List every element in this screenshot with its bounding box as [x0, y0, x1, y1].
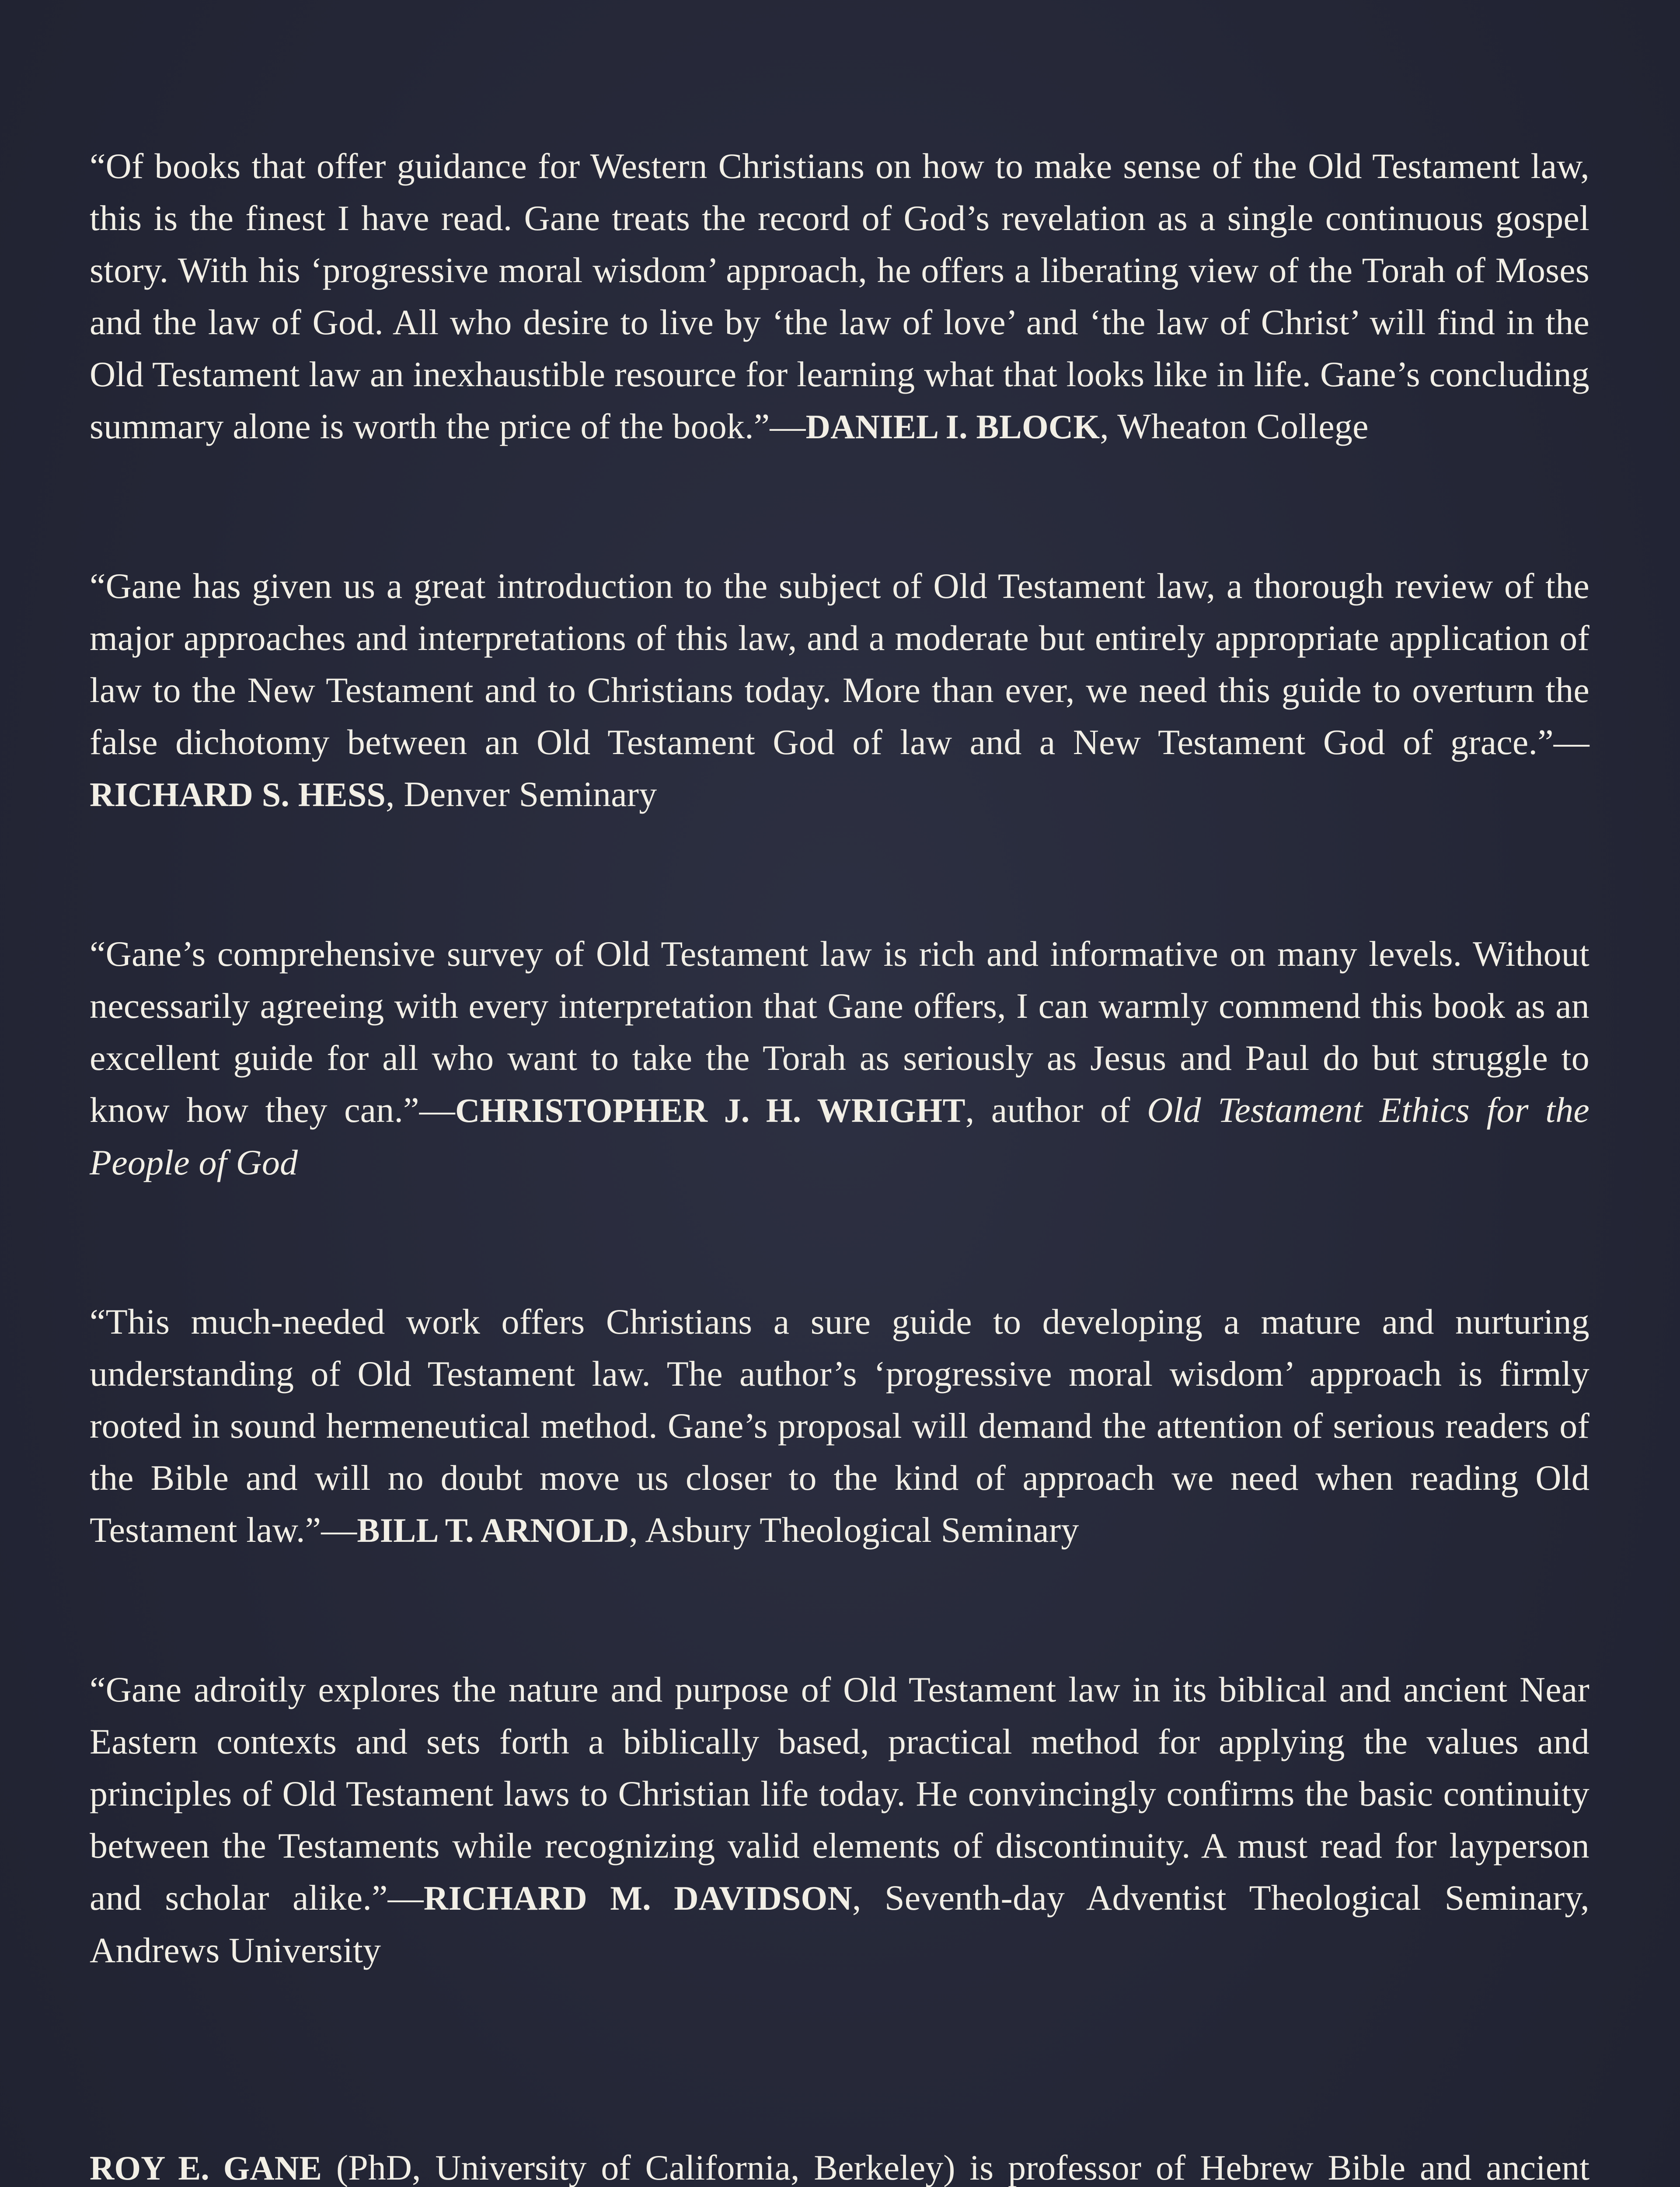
endorser-name: CHRISTOPHER J. H. WRIGHT: [455, 1091, 965, 1129]
endorser-work-title: Old Testament Ethics for the People of God: [90, 1090, 1589, 1182]
endorser-name: BILL T. ARNOLD: [357, 1511, 629, 1549]
author-bio: [90, 2142, 1589, 2187]
endorser-name: RICHARD M. DAVIDSON: [423, 1879, 852, 1917]
blurb-quote: “Gane adroitly explores the nature and purpose of Old Testament law in its biblical and ancient Near Eastern contexts and sets forth a biblically based, practical method for applying the values and principles of Old Testament laws to Christian life today. He convincingly confirms the basic continuity between the Testaments while recognizing valid elements of discontinuity. A must read for layperson and scholar alike.”—: [90, 1670, 1589, 1918]
blurb-quote: “This much-needed work offers Christians a sure guide to developing a mature and nurturing understanding of Old Testament law. The author’s ‘progressive moral wisdom’ approach is firmly rooted in sound hermeneutical method. Gane’s proposal will demand the attention of serious readers of the Bible and will no doubt move us closer to the kind of approach we need when reading Old Testament law.”—: [90, 1302, 1589, 1550]
author-bio-text: (PhD, University of California, Berkeley) is professor of Hebrew Bible and ancient: [336, 2148, 1589, 2187]
blurb-quote: “Gane has given us a great introduction to the subject of Old Testament law, a thorough review of the major approaches and interpretations of this law, and a moderate but entirely appropriate application of law to the New Testament and to Christians today. More than ever, we need this guide to overturn the false dichotomy between an Old Testament God of law and a New Testament God of grace.”—: [90, 566, 1589, 762]
endorser-affiliation: , Asbury Theological Seminary: [629, 1510, 1079, 1550]
endorser-name: DANIEL I. BLOCK: [805, 408, 1100, 446]
endorser-affiliation: , Wheaton College: [1100, 406, 1369, 446]
endorser-affiliation: , author of: [965, 1090, 1147, 1130]
blurbs-section: [90, 140, 1589, 2187]
blurb-quote: “Of books that offer guidance for Western Christians on how to make sense of the Old Testament law, this is the finest I have read. Gane treats the record of God’s revelation as a single continuous gospel story. With his ‘progressive moral wisdom’ approach, he offers a liberating view of the Torah of Moses and the law of God. All who desire to live by ‘the law of love’ and ‘the law of Christ’ will find in the Old Testament law an inexhaustible resource for learning what that looks like in life. Gane’s concluding summary alone is worth the price of the book.”—: [90, 146, 1589, 446]
blurb-quote: “Gane’s comprehensive survey of Old Testament law is rich and informative on many levels. Without necessarily agreeing with every interpretation that Gane offers, I can warmly commend this book as an excellent guide for all who want to take the Torah as seriously as Jesus and Paul do but struggle to know how they can.”—: [90, 934, 1589, 1130]
blurb-block: [90, 1296, 1589, 1556]
blurb-block: [90, 560, 1589, 821]
endorser-affiliation: , Denver Seminary: [386, 774, 657, 814]
author-name: ROY E. GANE: [90, 2149, 322, 2187]
blurb-block: [90, 928, 1589, 1188]
blurb-block: [90, 140, 1589, 453]
endorser-affiliation: , Seventh-day Adventist Theological Seminary, Andrews University: [90, 1878, 1590, 1970]
endorser-name: RICHARD S. HESS: [90, 776, 386, 814]
blurb-block: [90, 1663, 1589, 1976]
